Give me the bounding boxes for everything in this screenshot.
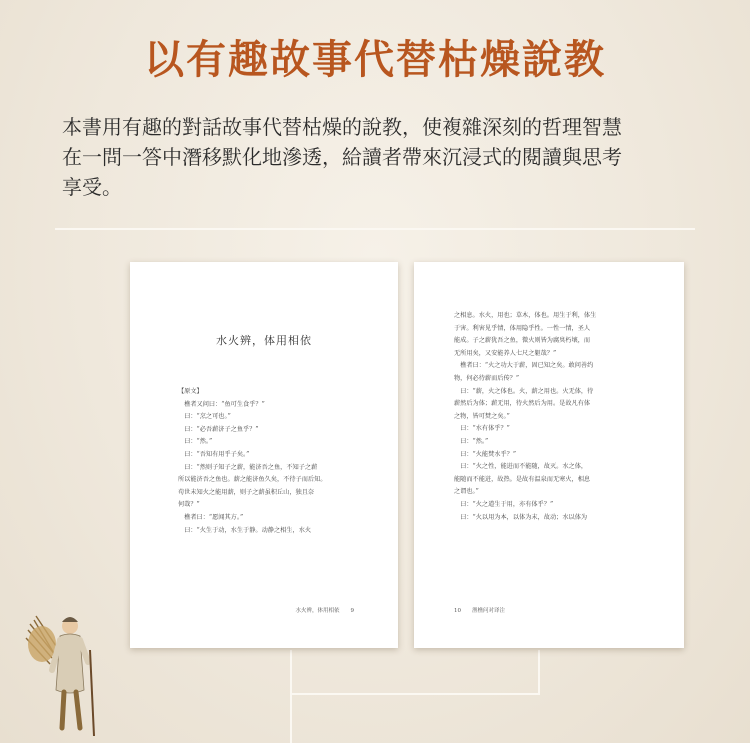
text-line: 曰：“必吾薪济子之鱼乎？” [178, 425, 259, 433]
text-line: 所以能济吾之鱼也。薪之能济鱼久矣，不待子而后知。 [178, 476, 327, 484]
book-page-right [414, 262, 684, 648]
book-page-left [130, 262, 398, 648]
frame-line-bottom [290, 693, 540, 695]
text-line: 【原文】 [178, 388, 203, 395]
page-footer: 10 渔樵问对译注 [454, 608, 505, 614]
text-line: 物，何必待薪而后传？” [454, 374, 520, 382]
woodcutter-illustration [22, 600, 102, 740]
text-line: 于害。利害见乎情，体用隐乎性。一性一情，圣人 [454, 324, 591, 332]
page-footer: 水火辨，体用相依 9 [295, 608, 354, 614]
text-line: 曰：“火之道生于用，亦有体乎？” [454, 500, 554, 508]
intro-line: 在一問一答中潛移默化地滲透，給讀者帶來沉浸式的閱讀與思考 [62, 145, 622, 169]
text-line: 能成。子之薪犹吾之鱼，微火则皆为腐臭朽壤，而 [454, 337, 591, 345]
text-line: 曰：“水有体乎？” [454, 425, 510, 433]
right-page-text [454, 310, 654, 524]
text-line: 樵者曰：“火之功大于薪，固已知之矣。敢问善约 [454, 362, 594, 370]
text-line: 曰：“薪，火之体也。火，薪之用也。火无体，待 [454, 387, 594, 395]
text-line: 苟世未知火之能用薪，则子之薪虽积丘山，独且奈 [178, 488, 315, 496]
text-line: 樵者曰：“愿闻其方。” [178, 513, 244, 521]
text-line: 曰：“然则子知子之薪，能济吾之鱼，不知子之薪 [178, 463, 318, 471]
intro-line: 本書用有趣的對話故事代替枯燥的說教，使複雜深刻的哲理智慧 [62, 115, 622, 139]
text-line: 曰：“火能焚水乎？” [454, 450, 517, 458]
text-line: 曰：“火之性，能迸而不能随，故灭。水之体， [454, 463, 588, 471]
intro-paragraph [62, 112, 702, 202]
text-line: 无所用矣，又安能养人七尺之躯哉？” [454, 349, 557, 357]
text-line: 曰：“火以用为本，以体为末，故动；水以体为 [454, 513, 588, 521]
text-line: 能随而不能迸，故热。是故有温泉而无寒火，相息 [454, 475, 591, 483]
frame-line-top [55, 228, 695, 230]
text-line: 薪然后为体；薪无用，待火然后为用。是故凡有体 [454, 400, 591, 408]
text-line: 曰：“火生于动，水生于静。动静之相生，水火 [178, 526, 312, 534]
text-line: 曰：“然。” [178, 438, 213, 446]
text-line: 之相息。水火，用也；草木，体也。用生于利，体生 [454, 312, 597, 319]
left-page-text [178, 386, 368, 537]
text-line: 何哉？” [178, 501, 200, 509]
intro-line: 享受。 [62, 175, 122, 199]
text-line: 曰：“吾知有用乎子矣。” [178, 450, 250, 458]
chapter-title: 水火辨，体用相依 [216, 334, 312, 347]
frame-line-right [538, 650, 540, 695]
text-line: 之物，皆可焚之矣。” [454, 412, 510, 420]
frame-line-left [290, 650, 292, 743]
text-line: 曰：“然。” [454, 437, 489, 445]
text-line: 之谓也。” [454, 488, 479, 496]
text-line: 樵者又问曰：“鱼可生食乎？” [178, 400, 265, 408]
text-line: 曰：“烹之可也。” [178, 413, 231, 421]
headline: 以有趣故事代替枯燥說教 [144, 37, 606, 83]
